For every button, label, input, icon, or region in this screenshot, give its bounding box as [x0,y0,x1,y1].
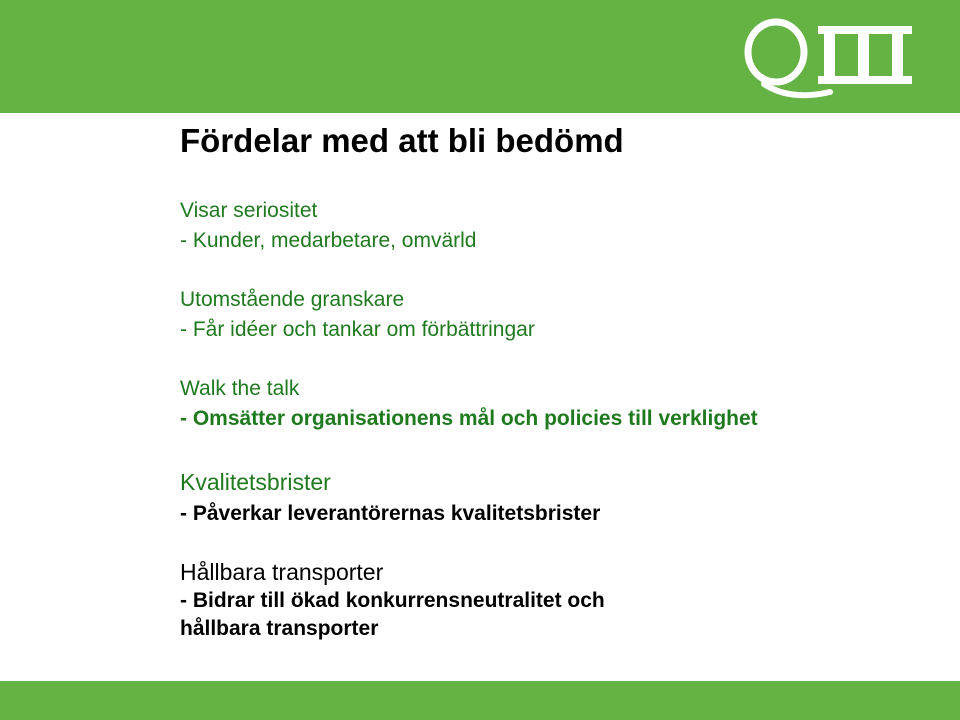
section-detail-hallbara-transporter-cont: hållbara transporter [180,617,379,640]
page-title: Fördelar med att bli bedömd [180,122,624,159]
section-heading-kvalitetsbrister: Kvalitetsbrister [180,469,331,495]
section-detail-hallbara-transporter: - Bidrar till ökad konkurrensneutralitet och [180,589,605,612]
section-detail-granskare: - Får idéer och tankar om förbättringar [180,318,535,341]
section-heading-hallbara-transporter: Hållbara transporter [180,559,384,585]
section-detail-kvalitetsbrister: - Påverkar leverantörernas kvalitetsbrister [180,502,601,525]
qiii-logo-icon [742,14,914,104]
bottom-banner [0,681,960,720]
section-detail-seriositet: - Kunder, medarbetare, omvärld [180,229,477,252]
section-heading-seriositet: Visar seriositet [180,199,318,222]
section-detail-walk-the-talk: - Omsätter organisationens mål och policies till verklighet [180,407,758,430]
section-heading-granskare: Utomstående granskare [180,288,405,311]
section-heading-walk-the-talk: Walk the talk [180,377,300,400]
